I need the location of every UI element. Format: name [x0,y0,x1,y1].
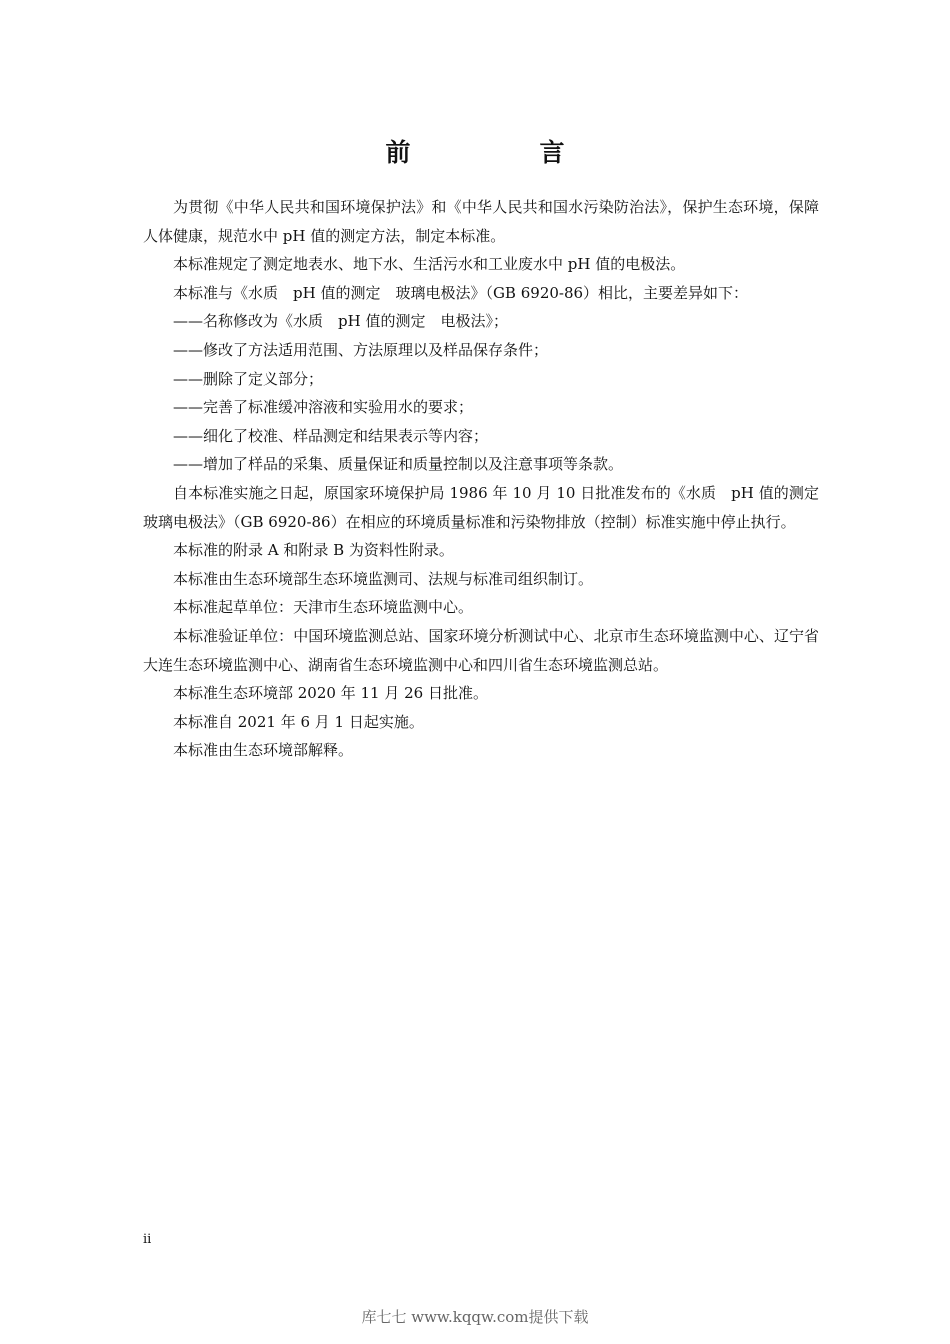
organizer-paragraph: 本标准由生态环境部生态环境监测司、法规与标准司组织制订。 [173,569,594,588]
effective-date-paragraph: 本标准自 2021 年 6 月 1 日起实施。 [173,712,424,731]
appendix-paragraph: 本标准的附录 A 和附录 B 为资料性附录。 [173,541,454,560]
comparison-paragraph: 本标准与《水质 pH 值的测定 玻璃电极法》（GB 6920-86）相比，主要差异如下： [173,283,749,302]
change-item: ——名称修改为《水质 pH 值的测定 电极法》； [173,312,508,331]
change-item: ——修改了方法适用范围、方法原理以及样品保存条件； [173,340,549,359]
drafter-paragraph: 本标准起草单位：天津市生态环境监测中心。 [173,598,474,617]
page-number: ii [143,1232,152,1247]
supersede-paragraph: 自本标准实施之日起，原国家环境保护局 1986 年 10 月 10 日批准发布的《水质 pH 值的测定 玻璃电极法》（GB 6920-86）在相应的环境质量标准和污染物排放（控制）标准实施中停止执行。 [143,483,835,531]
change-item: ——细化了校准、样品测定和结果表示等内容； [173,426,489,445]
scope-paragraph: 本标准规定了测定地表水、地下水、生活污水和工业废水中 pH 值的电极法。 [173,255,686,274]
interpretation-paragraph: 本标准由生态环境部解释。 [173,741,354,760]
change-item: ——删除了定义部分； [173,369,324,388]
purpose-paragraph: 为贯彻《中华人民共和国环境保护法》和《中华人民共和国水污染防治法》，保护生态环境，保障人体健康，规范水中 pH 值的测定方法，制定本标准。 [143,198,819,245]
watermark-text: 库七七 www.kqqw.com提供下载 [361,1308,589,1326]
document-body [143,193,835,765]
approval-paragraph: 本标准生态环境部 2020 年 11 月 26 日批准。 [173,684,488,703]
change-item: ——完善了标准缓冲溶液和实验用水的要求； [173,398,474,417]
change-item: ——增加了样品的采集、质量保证和质量控制以及注意事项等条款。 [173,455,624,474]
page-title: 前 言 [385,138,617,167]
validator-paragraph: 本标准验证单位：中国环境监测总站、国家环境分析测试中心、北京市生态环境监测中心、辽宁省大连生态环境监测中心、湖南省生态环境监测中心和四川省生态环境监测总站。 [143,626,819,674]
